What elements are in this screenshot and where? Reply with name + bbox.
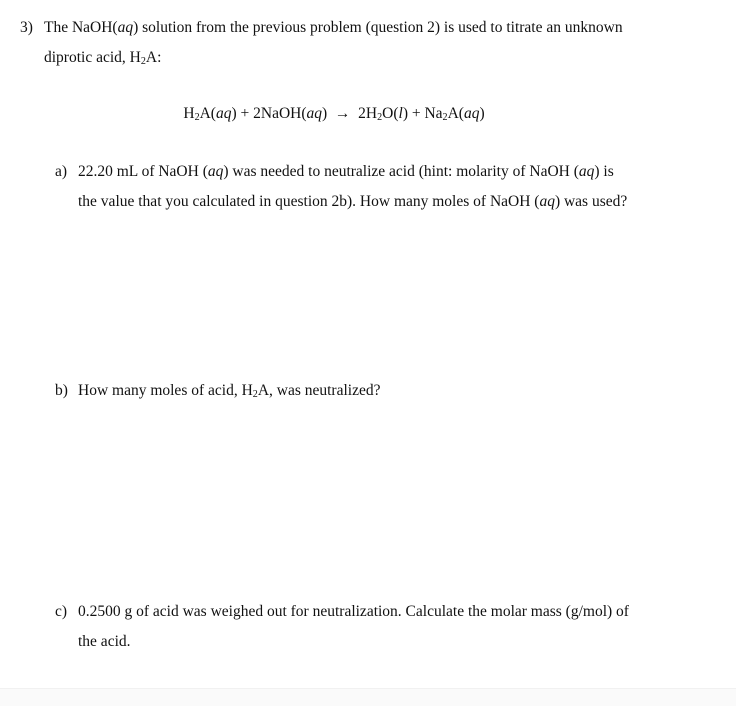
- question-3-intro: [0, 0, 736, 73]
- part-a-label: a): [55, 163, 68, 180]
- part-a: [55, 157, 736, 217]
- part-a-text: 22.20 mL of NaOH (aq) was needed to neutralize acid (hint: molarity of NaOH (aq) is the value that you calculated in question 2b). How many moles of NaOH (aq) was used?: [78, 163, 628, 210]
- page-bottom-strip: [0, 688, 736, 706]
- part-b-label: b): [55, 382, 68, 399]
- part-c-text: 0.2500 g of acid was weighed out for neutralization. Calculate the molar mass (g/mol) of the acid.: [78, 603, 629, 650]
- chemical-equation: $H_2A(aq)$ + 2NaOH(aq) → $2H_2O(l) + Na_2A(aq)$: [183, 105, 485, 123]
- part-b-text: How many moles of acid, $H_2A$, was neutralized?: [78, 382, 381, 400]
- part-b: [55, 376, 736, 406]
- part-c-label: c): [55, 603, 68, 620]
- question-intro-text: The NaOH(aq) solution from the previous problem (question 2) is used to titrate an unknown diprotic acid, $H_2A$:: [44, 19, 623, 67]
- part-c: [55, 597, 736, 657]
- question-number: 3): [20, 19, 33, 36]
